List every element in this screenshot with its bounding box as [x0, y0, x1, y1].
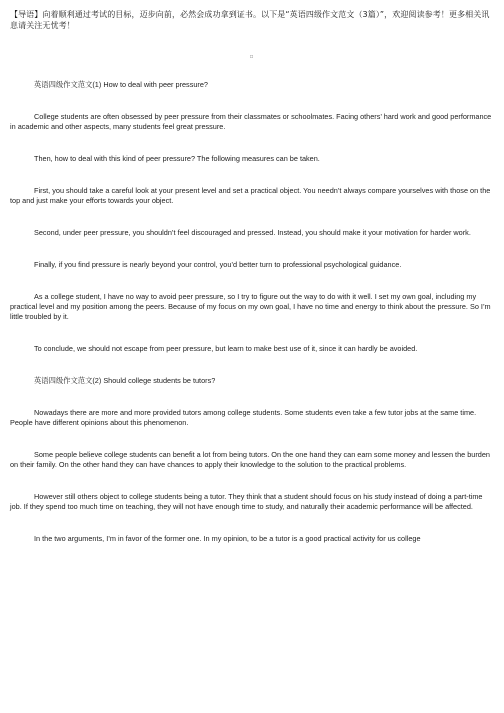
intro-text: 【导语】向着顺利通过考试的目标，迈步向前，必然会成功拿到证书。以下是“英语四级作文范文（3篇）”，欢迎阅读参考！更多相关讯息请关注无忧考！ — [10, 10, 490, 30]
paragraph: To conclude, we should not escape from peer pressure, but learn to make best use of it, since it can hardly be avoided. — [34, 344, 418, 353]
paragraph: As a college student, I have no way to avoid peer pressure, so I try to figure out the way to do with it well. I set my own goal, including my practical level and my position among the peers. Because of my focus on my own goal, I have no time and energy to think about the pressure. So I’m little troubled by it. — [10, 292, 491, 321]
paragraph: Second, under peer pressure, you shouldn’t feel discouraged and pressed. Instead, you should make it your motivation for harder work. — [34, 228, 471, 237]
center-mark: ▫ — [249, 53, 254, 60]
paragraph: Then, how to deal with this kind of peer pressure? The following measures can be taken. — [34, 154, 320, 163]
paragraph: First, you should take a careful look at your present level and set a practical object. You needn’t always compare yourselves with those on the top and just make your efforts towards your object. — [10, 186, 491, 205]
essay-2-heading: 英语四级作文范文(2) Should college students be tutors? — [34, 376, 216, 385]
paragraph: Finally, if you find pressure is nearly beyond your control, you’d better turn to professional psychological guidance. — [34, 260, 402, 269]
paragraph: In the two arguments, I’m in favor of the former one. In my opinion, to be a tutor is a good practical activity for us college — [34, 534, 421, 543]
paragraph: College students are often obsessed by peer pressure from their classmates or schoolmates. Facing others’ hard work and good performance in academic and other aspects, many students feel great pressure. — [10, 112, 492, 131]
paragraph: However still others object to college students being a tutor. They think that a student should focus on his study instead of doing a part-time job. If they spend too much time on teaching, they will not have enough time to study, and naturally their academic performance will be affected. — [10, 492, 483, 511]
paragraph: Nowadays there are more and more provided tutors among college students. Some students even take a few tutor jobs at the same time. People have different opinions about this phenomenon. — [10, 408, 477, 427]
paragraph: Some people believe college students can benefit a lot from being tutors. On the one hand they can earn some money and lessen the burden on their family. On the other hand they can have chances to apply their knowledge to the solution to the practical problems. — [10, 450, 490, 469]
essay-1-heading: 英语四级作文范文(1) How to deal with peer pressure? — [34, 80, 208, 89]
